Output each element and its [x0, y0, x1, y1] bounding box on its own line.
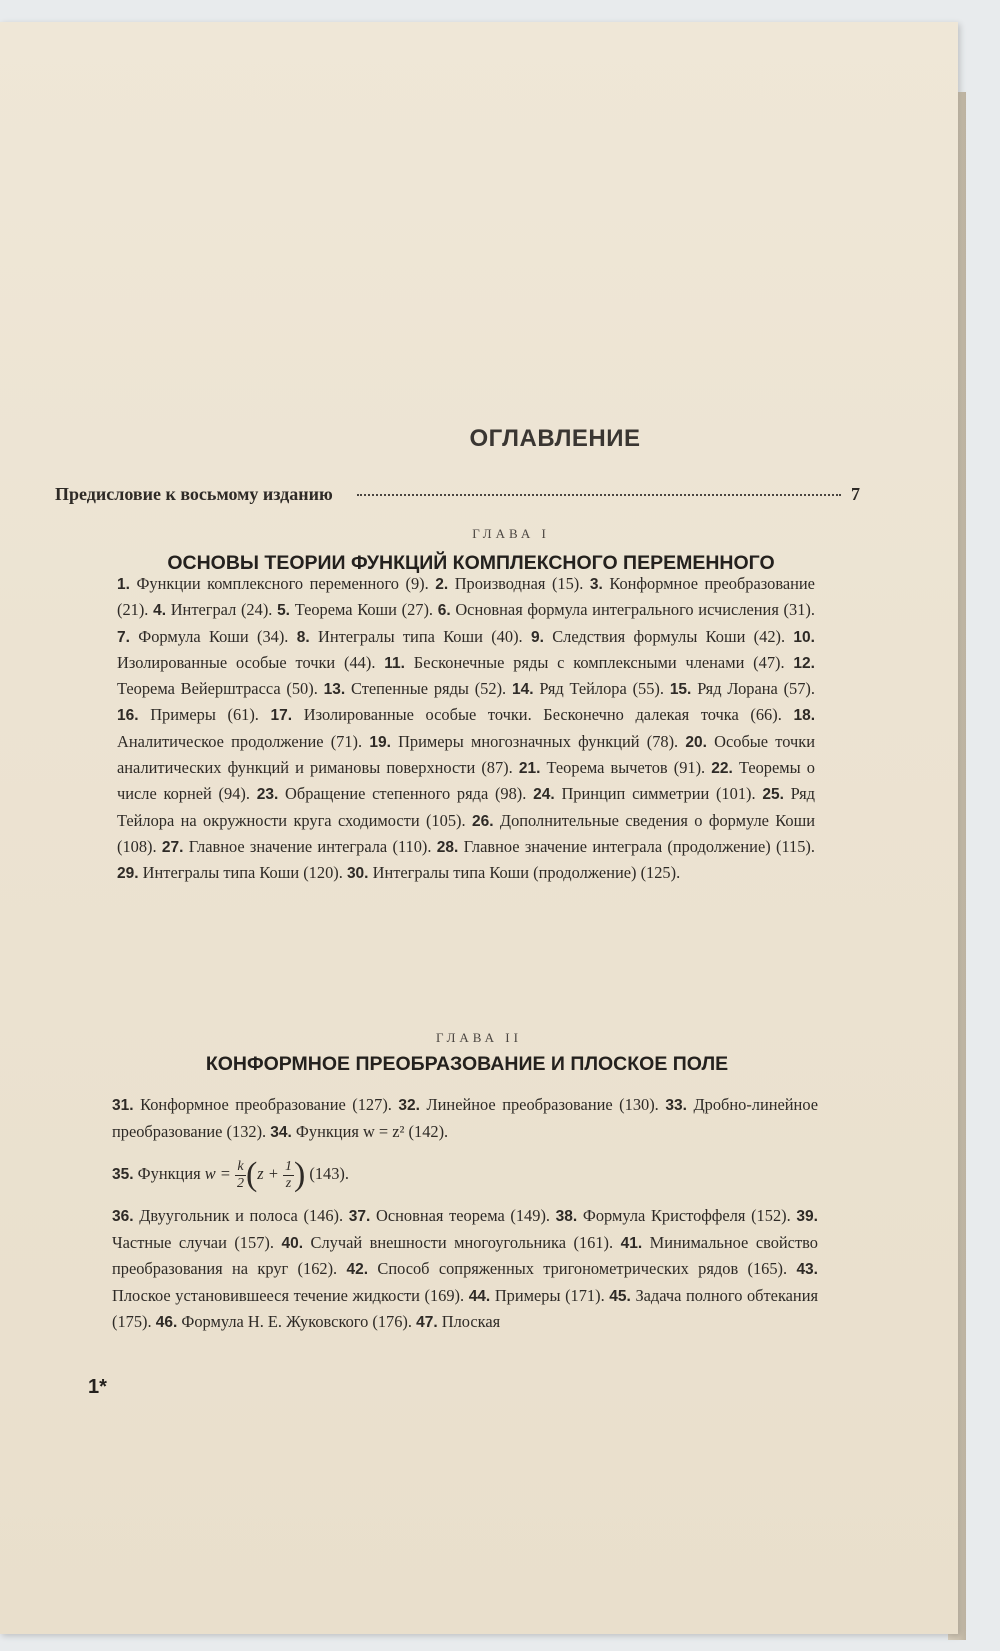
toc-entry	[112, 1095, 392, 1114]
entry-number: 43.	[796, 1261, 818, 1278]
chapter-2-contents	[112, 1092, 818, 1336]
toc-entry	[156, 1312, 412, 1331]
entry-text: Теоремы о числе корней (94).	[117, 758, 815, 804]
toc-heading: ОГЛАВЛЕНИЕ	[469, 425, 641, 452]
preface-label: Предисловие к восьмому изданию	[55, 484, 333, 504]
toc-entry	[112, 1206, 343, 1225]
toc-entry	[469, 1286, 605, 1305]
entry-number: 34.	[270, 1123, 292, 1141]
entry-text: Интегралы типа Коши (продолжение) (125).	[372, 863, 681, 883]
chapter-2-title: КОНФОРМНОЕ ПРЕОБРАЗОВАНИЕ И ПЛОСКОЕ ПОЛЕ	[205, 1053, 729, 1075]
toc-entry	[512, 679, 664, 698]
entry-text: Ряд Тейлора на окружности круга сходимости (105).	[117, 784, 816, 830]
toc-entry	[153, 600, 272, 619]
formula-w: w =	[204, 1164, 231, 1183]
toc-entry	[384, 653, 784, 672]
entry-number: 31.	[112, 1097, 134, 1114]
toc-entry	[117, 863, 343, 882]
entry-number: 16.	[117, 707, 139, 725]
entry-text: Теорема вычетов (91).	[546, 758, 706, 778]
entry-text: Конформное преобразование (127).	[140, 1095, 392, 1114]
entry-number: 32.	[398, 1097, 420, 1114]
entry-text: Формула Коши (34).	[138, 626, 289, 646]
toc-entry	[437, 837, 815, 856]
entry-text: Примеры (171).	[494, 1285, 605, 1305]
entry-number: 9.	[530, 628, 544, 646]
entry-page: (143).	[309, 1164, 349, 1183]
entry-number: 20.	[685, 733, 707, 751]
fraction-numerator: k	[235, 1159, 246, 1176]
entry-number: 25.	[762, 786, 784, 804]
folio-mark: 1*	[88, 1376, 107, 1398]
entry-text: Изолированные особые точки (44).	[117, 652, 376, 672]
entry-number: 21.	[518, 760, 541, 778]
entry-number: 10.	[793, 628, 815, 646]
toc-entry	[277, 600, 433, 619]
entry-text: Интегралы типа Коши (120).	[142, 863, 343, 883]
entry-number: 11.	[384, 654, 405, 672]
entry-number: 13.	[323, 681, 346, 699]
entry-number: 42.	[346, 1261, 369, 1278]
entry-text: Формула Н. Е. Жуковского (176).	[181, 1312, 412, 1331]
entry-number: 44.	[468, 1287, 491, 1305]
book-page	[0, 22, 958, 1634]
toc-entry	[347, 1259, 788, 1278]
entry-number: 17.	[270, 707, 293, 725]
chapter-2-label: ГЛАВА II	[436, 1030, 522, 1045]
entry-text: Интегралы типа Коши (40).	[318, 626, 523, 646]
preface-page-number: 7	[851, 484, 860, 504]
toc-entry	[369, 732, 678, 751]
entry-number: 23.	[256, 786, 279, 804]
toc-entry	[257, 784, 527, 803]
entry-text: Следствия формулы Коши (42).	[552, 626, 786, 646]
entry-number: 39.	[796, 1208, 818, 1225]
toc-entry	[416, 1312, 500, 1331]
toc-entry	[347, 863, 680, 882]
chapter-1-title: ОСНОВЫ ТЕОРИИ ФУНКЦИЙ КОМПЛЕКСНОГО ПЕРЕМЕННОГО	[167, 552, 775, 574]
entry-text: Частные случаи (157).	[112, 1232, 274, 1252]
toc-entry	[281, 1233, 613, 1252]
entry-number: 8.	[296, 628, 310, 646]
chapter-1-label: ГЛАВА I	[472, 526, 550, 541]
chapter-1-contents	[117, 571, 815, 887]
entry-text: Степенные ряды (52).	[351, 679, 507, 699]
entry-number: 27.	[161, 838, 184, 856]
preface-entry	[55, 484, 860, 505]
page-content	[0, 22, 958, 1634]
toc-entry	[324, 679, 507, 698]
right-paren: )	[293, 1156, 306, 1194]
entry-text: Примеры многозначных функций (78).	[398, 731, 679, 751]
entry-number: 2.	[435, 576, 449, 593]
toc-entry	[533, 784, 755, 803]
entry-text: Изолированные особые точки. Бесконечно далекая точка (66).	[303, 705, 782, 725]
entry-number: 14.	[511, 681, 534, 699]
entry-number: 19.	[369, 733, 391, 751]
toc-entry	[271, 705, 782, 724]
formula-entry	[112, 1145, 818, 1203]
entry-text: Функции комплексного переменного (9).	[136, 574, 429, 593]
toc-entry	[117, 627, 288, 646]
toc-entry	[270, 1122, 448, 1141]
entry-text: Главное значение интеграла (продолжение) (115).	[463, 836, 815, 856]
entry-number: 41.	[620, 1234, 643, 1252]
entry-number: 22.	[711, 760, 733, 778]
entry-text: Конформное преобразование (21).	[117, 574, 815, 620]
entry-text: Функция w = z² (142).	[295, 1121, 449, 1141]
entry-text: Двуугольник и полоса (146).	[139, 1206, 344, 1225]
entry-text: Плоское установившееся течение жидкости (169).	[112, 1285, 465, 1305]
entry-text: Основная формула интегрального исчисления (31).	[455, 600, 815, 620]
fraction-k-over-2	[235, 1159, 246, 1192]
entry-number: 33.	[665, 1097, 687, 1114]
entry-number: 47.	[416, 1314, 438, 1331]
entry-number: 35.	[112, 1166, 134, 1183]
left-paren: (	[245, 1156, 258, 1194]
entry-number: 15.	[669, 681, 692, 699]
entry-text: Задача полного обтекания (175).	[112, 1285, 819, 1331]
entry-number: 46.	[155, 1314, 178, 1331]
toc-entry	[556, 1206, 791, 1225]
formula-z-plus: z +	[257, 1164, 279, 1183]
entry-text: Бесконечные ряды с комплексными членами (47).	[413, 652, 785, 672]
fraction-numerator: 1	[284, 1158, 292, 1174]
entry-text: Примеры (61).	[150, 705, 259, 725]
entry-text: Основная теорема (149).	[376, 1206, 550, 1225]
entry-number: 18.	[793, 707, 816, 725]
fraction-1-over-z	[283, 1159, 294, 1192]
entry-text: Главное значение интеграла (110).	[188, 836, 432, 856]
entry-number: 29.	[117, 865, 139, 883]
toc-entry	[670, 679, 815, 698]
toc-entry	[398, 1095, 658, 1114]
fraction-denominator: z	[285, 1175, 292, 1191]
entry-text: Теорема Коши (27).	[294, 600, 434, 620]
entry-number: 5.	[277, 602, 290, 620]
entry-text: Случай внешности многоугольника (161).	[310, 1232, 614, 1252]
entry-number: 45.	[609, 1287, 631, 1305]
entry-text: Линейное преобразование (130).	[426, 1095, 659, 1114]
entry-text: Ряд Тейлора (55).	[539, 679, 664, 699]
entry-text: Плоская	[441, 1312, 501, 1331]
toc-entry	[162, 837, 432, 856]
toc-entry	[435, 574, 583, 593]
entry-number: 37.	[348, 1208, 371, 1225]
entry-text: Особые точки аналитических функций и римановы поверхности (87).	[117, 731, 815, 778]
entry-number: 1.	[117, 576, 130, 593]
entry-number: 30.	[346, 865, 369, 883]
entry-text: Теорема Вейерштрасса (50).	[117, 679, 318, 699]
fraction-denominator: 2	[236, 1175, 244, 1191]
entry-number: 6.	[437, 602, 451, 620]
toc-entry	[519, 758, 705, 777]
entry-text: Формула Кристоффеля (152).	[582, 1206, 791, 1225]
entry-text: Аналитическое продолжение (71).	[117, 731, 363, 751]
entry-number: 36.	[112, 1208, 134, 1225]
entry-text: Функция	[137, 1164, 201, 1183]
entry-text: Дробно-линейное преобразование (132).	[112, 1095, 818, 1141]
entry-number: 7.	[117, 628, 130, 646]
entry-text: Минимальное свойство преобразования на круг (162).	[112, 1232, 818, 1278]
toc-entry	[349, 1206, 550, 1225]
entry-number: 3.	[589, 576, 603, 593]
entry-number: 28.	[436, 838, 459, 856]
entry-number: 38.	[555, 1208, 578, 1225]
toc-entry	[117, 705, 259, 724]
entry-text: Ряд Лорана (57).	[697, 679, 815, 699]
entry-number: 40.	[281, 1234, 304, 1252]
entry-text: Обращение степенного ряда (98).	[285, 784, 527, 804]
entry-number: 12.	[793, 654, 815, 672]
leader-dots	[357, 494, 841, 496]
toc-entry	[117, 574, 429, 593]
entry-text: Производная (15).	[454, 574, 584, 593]
entry-text: Интеграл (24).	[170, 600, 273, 620]
entry-text: Принцип симметрии (101).	[561, 784, 756, 804]
entry-number: 4.	[153, 602, 167, 620]
entry-number: 26.	[471, 812, 494, 830]
entry-text: Способ сопряженных тригонометрических рядов (165).	[377, 1259, 788, 1278]
toc-entry	[297, 627, 523, 646]
toc-entry	[438, 600, 815, 619]
entry-text: Дополнительные сведения о формуле Коши (108).	[117, 810, 815, 856]
toc-entry	[531, 627, 785, 646]
entry-number: 24.	[533, 786, 555, 804]
